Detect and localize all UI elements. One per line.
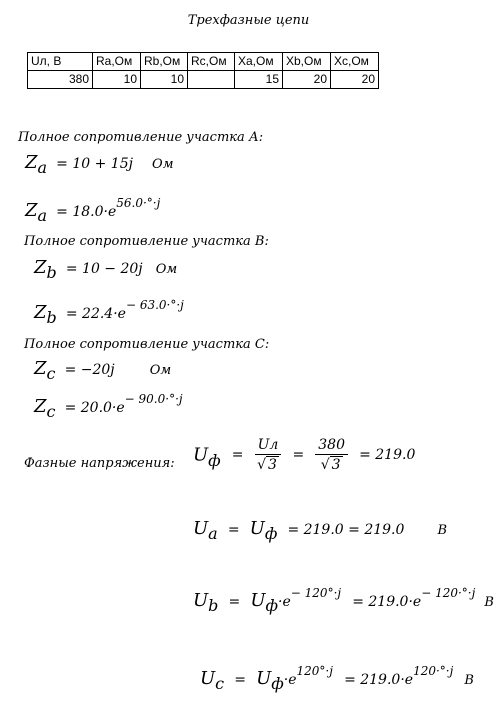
zb-letter: Z [34,257,47,278]
za-sub: a [37,158,48,177]
zb-unit: Ом [155,262,178,277]
value-xa: 15 [235,71,283,89]
ub-formula [193,586,494,615]
zc-polar-letter: Z [34,396,47,417]
uc-rhs-letter: U [256,668,272,689]
value-rc [188,71,235,89]
uc-value-exp: 120·°·j [413,664,454,678]
uph-fraction-2 [315,437,348,473]
header-ra: Ra,Ом [93,53,141,71]
ub-rhs-exp: − 120°·j [290,586,342,600]
uc-eq: = [234,672,246,688]
uph-eq1: = [231,447,244,463]
ua-eq: = [227,522,240,538]
uph-letter: U [193,444,209,466]
zb-sub: b [46,263,57,282]
uc-unit: В [464,673,474,688]
ub-unit: В [484,595,494,610]
za-unit: Ом [152,157,174,172]
header-rb: Rb,Ом [141,53,188,71]
section-a-heading: Полное сопротивление участка А: [18,130,264,145]
header-rc: Rc,Ом [188,53,235,71]
uph-eq2: = [292,447,305,463]
uph-fraction-1-num: Uл [255,437,282,455]
uph-result: = 219.0 [359,447,416,463]
uc-rhs-e: ·e [283,672,297,688]
ua-letter: U [193,518,209,539]
ub-rhs-e: ·e [278,594,291,610]
uc-rhs-sub: ф [271,674,284,693]
ub-sub: b [208,596,219,615]
uph-sub: ф [208,450,221,470]
section-c-heading: Полное сопротивление участка С: [24,337,270,352]
uc-rhs-exp: 120°·j [296,664,333,678]
zc-polar-base: = 20.0·e [64,400,125,416]
ub-letter: U [193,590,209,611]
zb-polar-base: = 22.4·e [65,306,126,322]
table-values-row [28,71,379,89]
uph-formula [193,437,415,473]
ua-sub: a [208,524,218,543]
ub-rhs-sub: ф [265,596,279,615]
zb-polar-exp: − 63.0·°·j [125,298,184,312]
section-b-heading: Полное сопротивление участка В: [24,234,269,249]
uph-fraction-2-den: 3 [331,457,341,473]
za-polar-sub: a [37,206,48,225]
zb-complex-expr: = 10 − 20j [65,261,143,277]
zb-complex [34,257,178,282]
uph-fraction-2-num: 380 [315,437,348,455]
zb-polar [34,298,184,327]
zc-unit: Ом [149,363,172,378]
uc-formula [200,664,474,693]
zc-complex [34,358,172,383]
zc-complex-expr: = −20j [64,362,115,378]
ub-rhs-letter: U [250,590,266,611]
ua-rhs-sub: ф [264,524,278,543]
ua-value: = 219.0 = 219.0 [287,522,405,538]
value-xb: 20 [283,71,331,89]
uph-fraction-1-den: 3 [267,457,277,473]
za-polar-exp: 56.0·°·j [116,196,161,210]
zc-polar-sub: c [46,402,56,421]
zc-sub: c [46,364,56,383]
uc-sub: c [215,674,225,693]
ua-rhs-letter: U [249,518,265,539]
uc-letter: U [200,668,216,689]
za-polar [25,196,161,225]
ua-formula [193,518,448,543]
value-ra: 10 [93,71,141,89]
header-xb: Xb,Ом [283,53,331,71]
header-xc: Xc,Ом [331,53,379,71]
phase-voltages-label: Фазные напряжения: [24,456,175,471]
za-polar-base: = 18.0·e [56,204,117,220]
ua-unit: В [437,523,448,538]
zb-polar-sub: b [46,308,57,327]
zc-polar-exp: − 90.0·°·j [124,392,183,406]
uc-value-base: = 219.0·e [344,672,414,688]
value-rb: 10 [141,71,188,89]
ub-value-base: = 219.0·e [352,594,422,610]
value-ul: 380 [28,71,93,89]
za-polar-letter: Z [25,200,38,221]
ub-eq: = [228,594,241,610]
za-complex-expr: = 10 + 15j [56,156,133,172]
sqrt-symbol-2: √ [320,457,330,473]
sqrt-symbol: √ [257,457,266,473]
header-xa: Xa,Ом [235,53,283,71]
parameters-table [27,52,379,89]
value-xc: 20 [331,71,379,89]
za-letter: Z [25,152,38,173]
zb-polar-letter: Z [34,302,47,323]
ub-value-exp: − 120·°·j [421,586,476,600]
za-complex [25,152,174,177]
zc-letter: Z [34,358,47,379]
uph-fraction-1 [255,437,282,473]
page-title: Трехфазные цепи [187,13,310,28]
table-header-row [28,53,379,71]
zc-polar [34,392,183,421]
header-ul: Uл, В [28,53,93,71]
